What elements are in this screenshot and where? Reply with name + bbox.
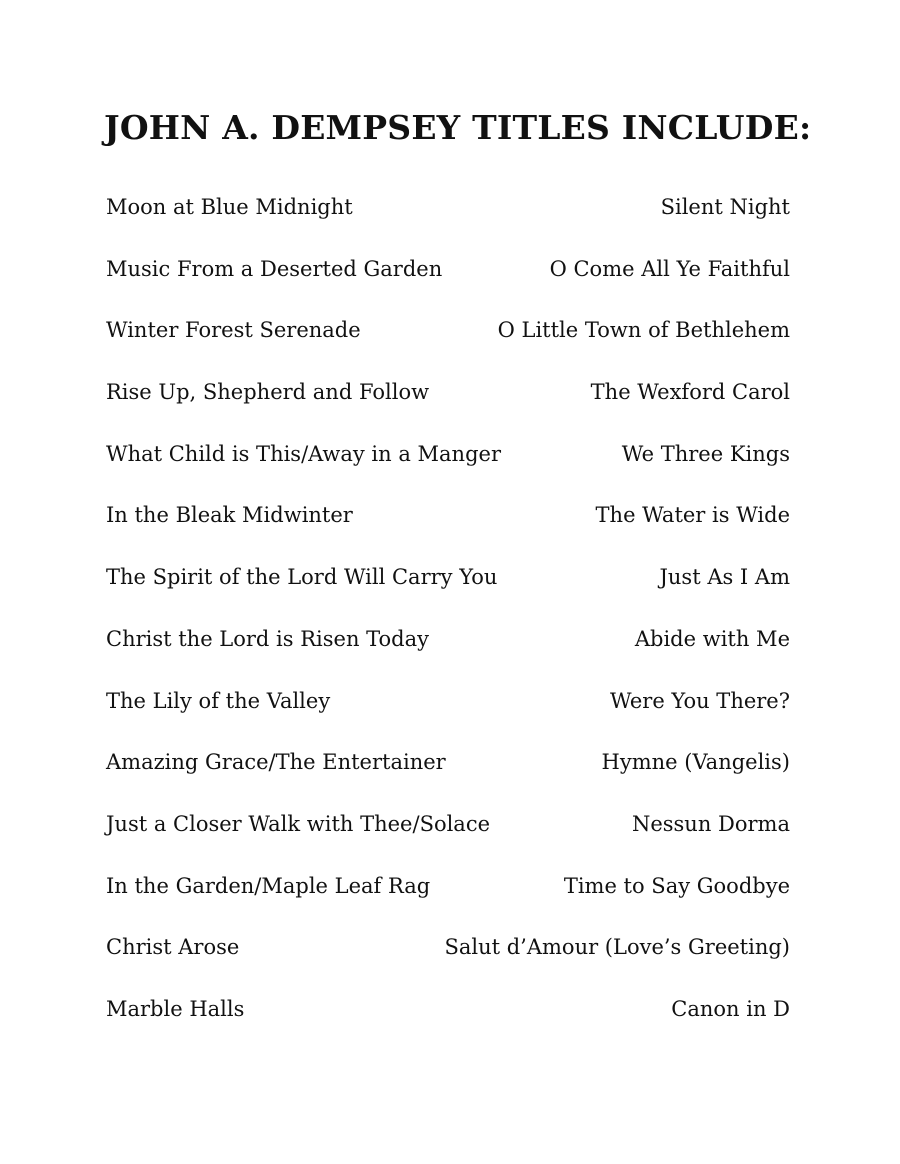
right-title-item: Just As I Am xyxy=(659,565,790,590)
page-title: JOHN A. DEMPSEY TITLES INCLUDE: xyxy=(104,108,812,147)
left-title-item: The Lily of the Valley xyxy=(106,688,331,713)
left-title-item: Just a Closer Walk with Thee/Solace xyxy=(106,811,491,836)
left-title-item: Christ the Lord is Risen Today xyxy=(106,626,429,651)
left-title-item: Music From a Deserted Garden xyxy=(106,256,443,281)
right-title-item: Time to Say Goodbye xyxy=(563,873,790,898)
right-title-item: Abide with Me xyxy=(634,626,790,651)
right-title-item: Hymne (Vangelis) xyxy=(601,750,790,775)
left-title-item: The Spirit of the Lord Will Carry You xyxy=(106,565,498,590)
right-title-item: The Water is Wide xyxy=(595,503,790,528)
right-title-item: Salut d’Amour (Love’s Greeting) xyxy=(444,935,790,960)
right-title-item: Nessun Dorma xyxy=(631,811,790,836)
left-title-item: In the Bleak Midwinter xyxy=(106,503,353,528)
right-title-item: O Come All Ye Faithful xyxy=(549,256,790,281)
left-title-item: Moon at Blue Midnight xyxy=(106,195,353,219)
left-title-item: Christ Arose xyxy=(106,935,240,960)
right-title-item: We Three Kings xyxy=(621,441,790,466)
right-title-item: O Little Town of Bethlehem xyxy=(497,318,790,343)
right-title-item: The Wexford Carol xyxy=(590,380,790,405)
left-title-item: Winter Forest Serenade xyxy=(106,318,361,343)
right-title-list xyxy=(410,190,790,1054)
right-title-item: Silent Night xyxy=(660,195,790,219)
left-title-item: Rise Up, Shepherd and Follow xyxy=(106,380,430,405)
right-title-item: Were You There? xyxy=(609,688,790,713)
left-title-item: Amazing Grace/The Entertainer xyxy=(106,750,446,775)
left-title-item: What Child is This/Away in a Manger xyxy=(106,441,501,466)
right-title-item: Canon in D xyxy=(671,996,790,1021)
left-title-item: Marble Halls xyxy=(106,996,245,1021)
left-title-item: In the Garden/Maple Leaf Rag xyxy=(106,873,431,898)
